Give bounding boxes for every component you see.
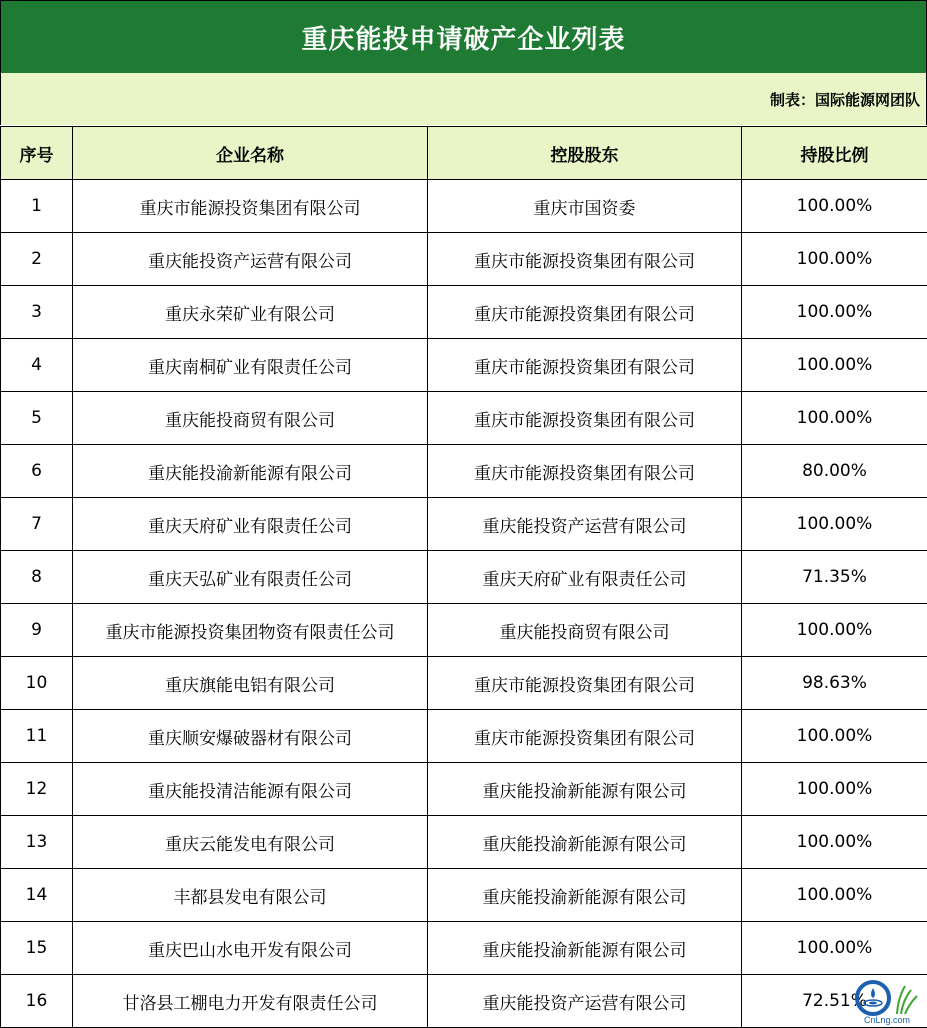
table-row xyxy=(1,922,927,975)
cell-shareholder: 重庆市国资委 xyxy=(428,180,742,233)
cell-index: 3 xyxy=(1,286,73,339)
cell-index: 12 xyxy=(1,763,73,816)
cell-index: 5 xyxy=(1,392,73,445)
table-row xyxy=(1,445,927,498)
cell-index: 10 xyxy=(1,657,73,710)
cell-share-ratio: 71.35% xyxy=(742,551,927,604)
cell-company-name: 重庆云能发电有限公司 xyxy=(73,816,428,869)
cell-share-ratio: 100.00% xyxy=(742,233,927,286)
cell-company-name: 重庆巴山水电开发有限公司 xyxy=(73,922,428,975)
cell-shareholder: 重庆能投商贸有限公司 xyxy=(428,604,742,657)
cell-shareholder: 重庆市能源投资集团有限公司 xyxy=(428,233,742,286)
cell-share-ratio: 100.00% xyxy=(742,339,927,392)
column-header-company: 企业名称 xyxy=(73,127,428,180)
table-row xyxy=(1,180,927,233)
table-row xyxy=(1,710,927,763)
cell-share-ratio: 100.00% xyxy=(742,604,927,657)
cell-share-ratio: 80.00% xyxy=(742,445,927,498)
cell-shareholder: 重庆市能源投资集团有限公司 xyxy=(428,339,742,392)
table-row xyxy=(1,286,927,339)
credit-text: 制表：国际能源网团队 xyxy=(769,90,920,109)
table-row xyxy=(1,975,927,1028)
table-row xyxy=(1,392,927,445)
company-table xyxy=(0,126,927,1028)
table-row xyxy=(1,763,927,816)
cell-shareholder: 重庆能投渝新能源有限公司 xyxy=(428,869,742,922)
cell-share-ratio: 72.51% xyxy=(742,975,927,1028)
cell-shareholder: 重庆市能源投资集团有限公司 xyxy=(428,445,742,498)
cell-company-name: 丰都县发电有限公司 xyxy=(73,869,428,922)
cell-shareholder: 重庆市能源投资集团有限公司 xyxy=(428,392,742,445)
cell-shareholder: 重庆市能源投资集团有限公司 xyxy=(428,286,742,339)
cell-share-ratio: 100.00% xyxy=(742,286,927,339)
cell-index: 6 xyxy=(1,445,73,498)
table-row xyxy=(1,869,927,922)
table-row xyxy=(1,498,927,551)
cell-company-name: 重庆天弘矿业有限责任公司 xyxy=(73,551,428,604)
credit-bar xyxy=(0,73,927,125)
column-header-shareholder: 控股股东 xyxy=(428,127,742,180)
cell-share-ratio: 100.00% xyxy=(742,498,927,551)
cell-index: 7 xyxy=(1,498,73,551)
cell-shareholder: 重庆市能源投资集团有限公司 xyxy=(428,710,742,763)
table-row xyxy=(1,604,927,657)
cell-company-name: 重庆天府矿业有限责任公司 xyxy=(73,498,428,551)
cell-index: 14 xyxy=(1,869,73,922)
cell-company-name: 重庆永荣矿业有限公司 xyxy=(73,286,428,339)
cell-company-name: 重庆能投商贸有限公司 xyxy=(73,392,428,445)
cell-company-name: 甘洛县工棚电力开发有限责任公司 xyxy=(73,975,428,1028)
cell-company-name: 重庆能投清洁能源有限公司 xyxy=(73,763,428,816)
cnlng-logo xyxy=(851,976,923,1026)
logo-text: CnLng.com xyxy=(863,1015,911,1025)
cell-company-name: 重庆能投资产运营有限公司 xyxy=(73,233,428,286)
cell-company-name: 重庆南桐矿业有限责任公司 xyxy=(73,339,428,392)
cell-shareholder: 重庆能投渝新能源有限公司 xyxy=(428,816,742,869)
cell-shareholder: 重庆能投资产运营有限公司 xyxy=(428,498,742,551)
cell-company-name: 重庆旗能电铝有限公司 xyxy=(73,657,428,710)
table-row xyxy=(1,816,927,869)
cell-index: 13 xyxy=(1,816,73,869)
table-row xyxy=(1,233,927,286)
cell-index: 16 xyxy=(1,975,73,1028)
cell-index: 15 xyxy=(1,922,73,975)
cell-share-ratio: 100.00% xyxy=(742,922,927,975)
cell-share-ratio: 100.00% xyxy=(742,816,927,869)
cell-index: 2 xyxy=(1,233,73,286)
cell-company-name: 重庆顺安爆破器材有限公司 xyxy=(73,710,428,763)
cell-company-name: 重庆市能源投资集团有限公司 xyxy=(73,180,428,233)
table-header-row xyxy=(1,127,927,180)
column-header-index: 序号 xyxy=(1,127,73,180)
cell-shareholder: 重庆天府矿业有限责任公司 xyxy=(428,551,742,604)
cell-shareholder: 重庆能投渝新能源有限公司 xyxy=(428,763,742,816)
cell-company-name: 重庆市能源投资集团物资有限责任公司 xyxy=(73,604,428,657)
cell-index: 11 xyxy=(1,710,73,763)
cell-share-ratio: 100.00% xyxy=(742,392,927,445)
cell-shareholder: 重庆市能源投资集团有限公司 xyxy=(428,657,742,710)
cell-shareholder: 重庆能投渝新能源有限公司 xyxy=(428,922,742,975)
page-title-text: 重庆能投申请破产企业列表 xyxy=(301,24,626,55)
page-title xyxy=(0,0,927,74)
logo-drop-icon xyxy=(871,988,875,998)
cell-share-ratio: 100.00% xyxy=(742,763,927,816)
cell-share-ratio: 100.00% xyxy=(742,869,927,922)
table-row xyxy=(1,657,927,710)
cell-share-ratio: 100.00% xyxy=(742,180,927,233)
logo-grass-icon xyxy=(897,986,917,1014)
cell-company-name: 重庆能投渝新能源有限公司 xyxy=(73,445,428,498)
table-row xyxy=(1,551,927,604)
cell-share-ratio: 98.63% xyxy=(742,657,927,710)
cell-share-ratio: 100.00% xyxy=(742,710,927,763)
table-row xyxy=(1,339,927,392)
column-header-ratio: 持股比例 xyxy=(742,127,927,180)
cell-index: 4 xyxy=(1,339,73,392)
cell-index: 9 xyxy=(1,604,73,657)
cell-shareholder: 重庆能投资产运营有限公司 xyxy=(428,975,742,1028)
cell-index: 8 xyxy=(1,551,73,604)
cell-index: 1 xyxy=(1,180,73,233)
